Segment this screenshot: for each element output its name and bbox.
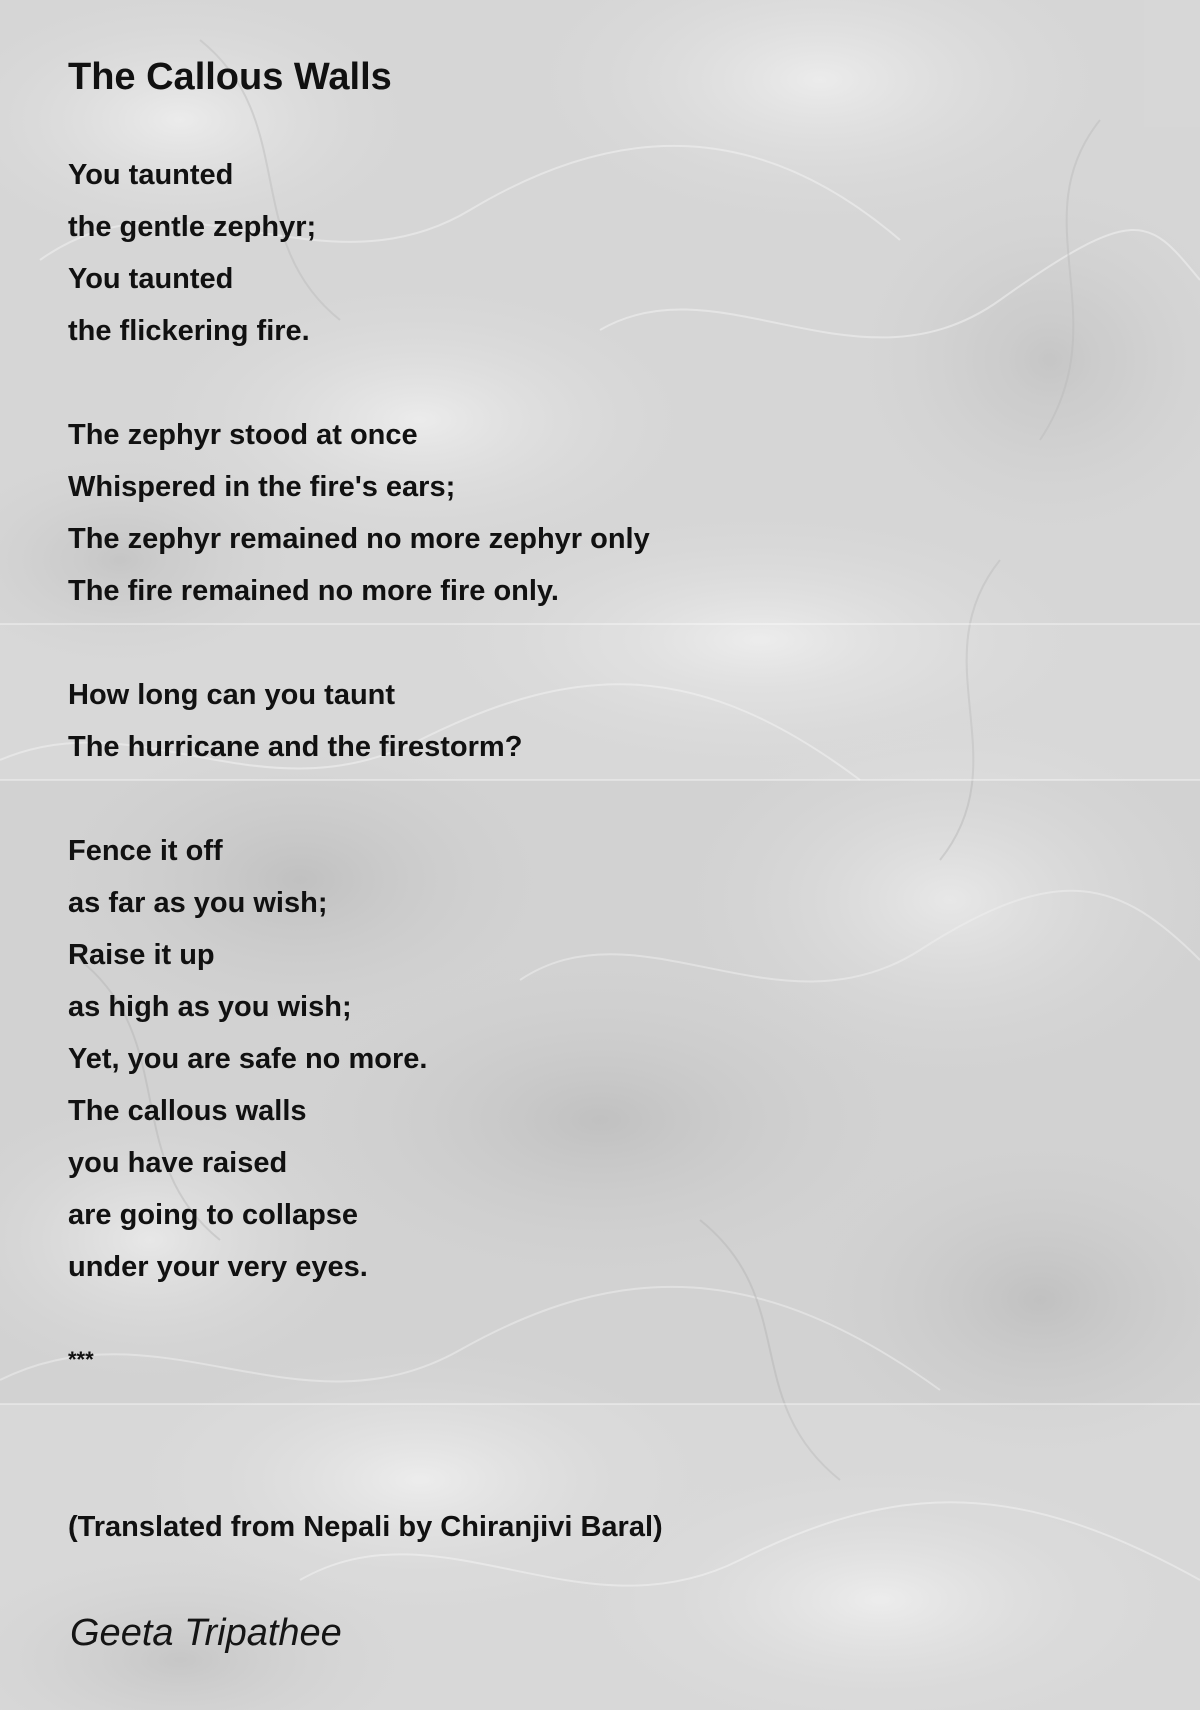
poem-line: You taunted [68,263,234,295]
stanza-2 [68,409,650,617]
band-divider [0,779,1200,781]
poem-line: under your very eyes. [68,1251,368,1283]
poem-line: The callous walls [68,1095,307,1127]
poem-line: as far as you wish; [68,887,328,919]
poem-line: Raise it up [68,939,215,971]
author-name: Geeta Tripathee [70,1612,342,1654]
poem-line: Whispered in the fire's ears; [68,471,456,503]
band-divider [0,1403,1200,1405]
poem-line: Yet, you are safe no more. [68,1043,428,1075]
stanza-4 [68,825,427,1293]
translation-note: (Translated from Nepali by Chiranjivi Baral) [68,1511,663,1543]
poem-line: You taunted [68,159,234,191]
background-band [0,1404,1200,1710]
separator-asterisks: *** [68,1347,94,1372]
poem-line: as high as you wish; [68,991,352,1023]
stanza-1 [68,149,316,357]
band-divider [0,623,1200,625]
poem-line: you have raised [68,1147,288,1179]
poem-line: are going to collapse [68,1199,359,1231]
poem-title: The Callous Walls [68,56,392,98]
poem-line: the gentle zephyr; [68,211,317,243]
poem-line: The hurricane and the firestorm? [68,731,523,763]
poem-line: The fire remained no more fire only. [68,575,559,607]
poem-line: The zephyr remained no more zephyr only [68,523,650,555]
poem-line: the flickering fire. [68,315,310,347]
poem-line: The zephyr stood at once [68,419,418,451]
poem-line: Fence it off [68,835,223,867]
stanza-3 [68,669,522,773]
poem-line: How long can you taunt [68,679,396,711]
